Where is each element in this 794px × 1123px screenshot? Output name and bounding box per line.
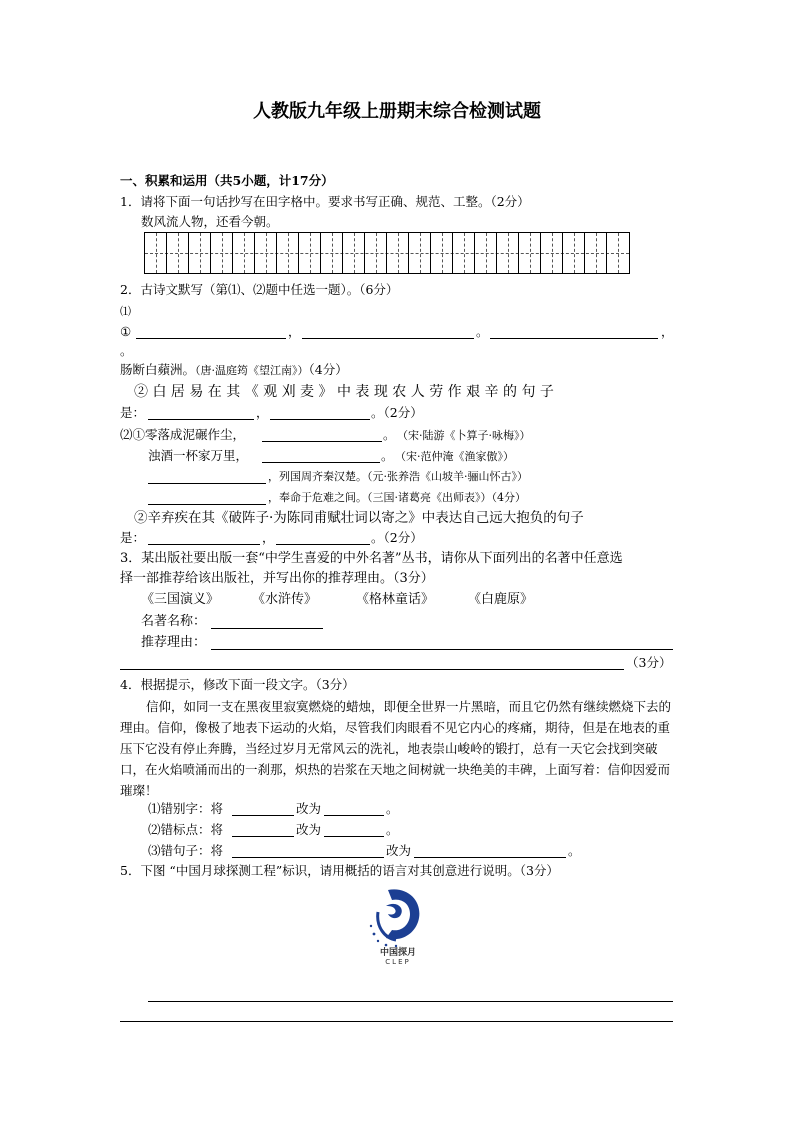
revise-1-from[interactable]	[232, 815, 294, 816]
grid-cell[interactable]	[343, 233, 365, 273]
punct: ，	[288, 324, 301, 339]
book-option: 《三国演义》	[141, 592, 220, 607]
revise-2-to[interactable]	[324, 836, 384, 837]
poem-source: （唐·温庭筠《望江南》）	[195, 364, 309, 377]
q2-line1	[120, 362, 348, 379]
clep-logo	[366, 886, 430, 966]
revise-to: 改为	[296, 822, 322, 837]
revise-label-1: ⑴错别字：将	[148, 801, 224, 816]
grid-cell[interactable]	[475, 233, 497, 273]
q2-part2-line4: ，奉命于危难之间。（三国·诸葛亮《出师表》）（4分）	[268, 491, 526, 504]
revise-2-from[interactable]	[232, 836, 294, 837]
punct: ，	[262, 530, 275, 545]
grid-cell[interactable]	[563, 233, 585, 273]
answer-line-1[interactable]	[148, 1001, 673, 1002]
grid-cell[interactable]	[453, 233, 475, 273]
grid-cell[interactable]	[233, 233, 255, 273]
blank-2-5[interactable]	[148, 483, 266, 484]
punct: 。	[386, 822, 399, 837]
grid-cell[interactable]	[431, 233, 453, 273]
grid-cell[interactable]	[211, 233, 233, 273]
book-option: 《格林童话》	[356, 592, 435, 607]
grid-cell[interactable]	[321, 233, 343, 273]
blank-2-2a[interactable]	[148, 419, 254, 420]
poem-line: 肠断白蘋洲。	[120, 362, 196, 377]
q3-stem-2: 择一部推荐给该出版社，并写出你的推荐理由。（3分）	[120, 571, 434, 586]
blank-2-3[interactable]	[262, 441, 382, 442]
blank-2-7b[interactable]	[276, 544, 370, 545]
grid-cell[interactable]	[607, 233, 629, 273]
q4-passage: 信仰，如同一支在黑夜里寂寞燃烧的蜡烛，即便全世界一片黑暗，而且它仍然有继续燃烧下去的理由。信仰，像极了地表下运动的火焰，尽管我们肉眼看不见它内心的疼痛，期待，但是在地表的重压下它没有停止奔腾，当经过岁月无常风云的洗礼，地表崇山峻岭的锻打，总有一天它会找到突破口，在火焰喷涌而出的一刹那，炽热的岩浆在天地之间树就一块绝美的丰碑，上面写着：信仰因爱而璀璨！	[120, 699, 672, 798]
punct: ，	[256, 405, 269, 420]
book-name-label: 名著名称：	[141, 614, 207, 629]
q3-stem-1: 3．某出版社要出版一套“中学生喜爱的中外名著”丛书，请你从下面列出的名著中任意选	[120, 551, 623, 566]
book-name-blank[interactable]	[211, 628, 323, 629]
blank-2-1a[interactable]	[136, 338, 286, 339]
revise-3-to[interactable]	[414, 857, 566, 858]
revise-3-from[interactable]	[232, 857, 384, 858]
score: 。（2分）	[371, 530, 423, 545]
q2-stem: 2．古诗文默写（第⑴、⑵题中任选一题）。（6分）	[120, 282, 399, 297]
punct: 。	[381, 448, 394, 463]
grid-cell[interactable]	[585, 233, 607, 273]
grid-cell[interactable]	[365, 233, 387, 273]
grid-cell[interactable]	[145, 233, 167, 273]
grid-cell[interactable]	[409, 233, 431, 273]
revise-to: 改为	[296, 801, 322, 816]
page-title: 人教版九年级上册期末综合检测试题	[253, 101, 541, 122]
q2-circle1: ①	[120, 324, 132, 339]
poem-source: （宋·陆游《卜算子·咏梅》）	[397, 429, 531, 442]
reason-label: 推荐理由：	[141, 635, 207, 650]
revise-label-3: ⑶错句子：将	[148, 843, 224, 858]
blank-2-2b[interactable]	[270, 419, 370, 420]
blank-2-1c[interactable]	[490, 338, 658, 339]
q1-stem: 1．请将下面一句话抄写在田字格中。要求书写正确、规范、工整。（2分）	[120, 194, 530, 209]
q2-part2-line1: ⑵①零落成泥碾作尘，	[120, 427, 246, 442]
grid-cell[interactable]	[299, 233, 321, 273]
logo-en-text: CLEP	[385, 958, 411, 966]
score: （4分）	[308, 362, 348, 377]
book-option: 《白鹿原》	[468, 592, 534, 607]
blank-2-7a[interactable]	[148, 544, 260, 545]
reason-blank-2[interactable]	[120, 669, 624, 670]
grid-cell[interactable]	[189, 233, 211, 273]
reason-blank-1[interactable]	[211, 649, 673, 650]
score: （3分）	[626, 655, 672, 670]
grid-cell[interactable]	[519, 233, 541, 273]
q4-stem: 4．根据提示，修改下面一段文字。（3分）	[120, 677, 355, 692]
section-heading: 一、积累和运用（共5小题，计17分）	[120, 173, 334, 188]
tianzi-grid[interactable]	[144, 232, 630, 274]
revise-1-to[interactable]	[324, 815, 384, 816]
score: 。（2分）	[371, 405, 423, 420]
punct: 。	[568, 843, 581, 858]
punct: 。	[476, 324, 489, 339]
punct: 。	[120, 343, 133, 358]
grid-cell[interactable]	[255, 233, 277, 273]
q1-text: 数风流人物，还看今朝。	[141, 214, 279, 229]
q2-part2-line3: ，列国周齐秦汉楚。（元·张养浩《山坡羊·骊山怀古》）	[268, 470, 528, 483]
q2-line2a: ② 白 居 易 在 其 《 观 刈 麦 》 中 表 现 农 人 劳 作 艰 辛 的 句 子	[134, 384, 554, 400]
punct: ，	[661, 324, 674, 339]
grid-cell[interactable]	[541, 233, 563, 273]
revise-to: 改为	[386, 843, 412, 858]
q2-line2b-prefix: 是：	[120, 405, 146, 420]
q2-line7-prefix: 是：	[120, 530, 146, 545]
punct: 。	[383, 427, 396, 442]
book-option: 《水浒传》	[252, 592, 318, 607]
q2-part2-line2: 浊酒一杯家万里，	[148, 448, 249, 463]
grid-cell[interactable]	[387, 233, 409, 273]
q2-part1-label: ⑴	[120, 305, 131, 318]
blank-2-4[interactable]	[262, 462, 380, 463]
clep-logo-icon	[366, 886, 430, 948]
punct: 。	[386, 801, 399, 816]
q2-part2-line5: ②辛弃疾在其《破阵子·为陈同甫赋壮词以寄之》中表达自己远大抱负的句子	[134, 510, 584, 526]
q5-stem: 5．下图 “中国月球探测工程”标识，请用概括的语言对其创意进行说明。（3分）	[120, 863, 559, 878]
blank-2-6[interactable]	[148, 504, 266, 505]
logo-cn-text: 中国探月	[379, 948, 416, 958]
poem-source: （宋·范仲淹《渔家傲》）	[395, 450, 514, 463]
revise-label-2: ⑵错标点：将	[148, 822, 224, 837]
grid-cell[interactable]	[277, 233, 299, 273]
answer-line-2[interactable]	[120, 1021, 673, 1022]
grid-cell[interactable]	[167, 233, 189, 273]
blank-2-1b[interactable]	[302, 338, 474, 339]
grid-cell[interactable]	[497, 233, 519, 273]
